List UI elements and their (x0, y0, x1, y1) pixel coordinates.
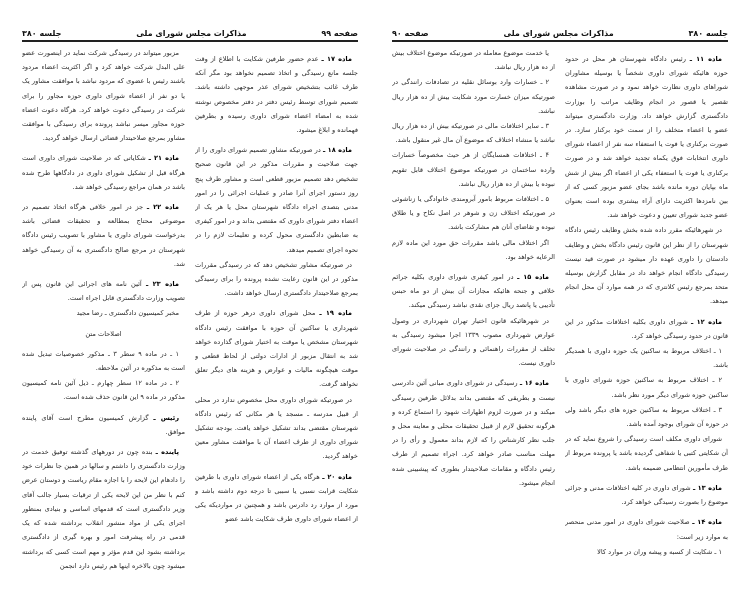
article-number: ماده ۲۱ ـ (148, 154, 179, 163)
paragraph-text: یا خدمت موضوع معامله در صورتیکه موضوع اختلاف بیش از ده هزار ریال نباشد. (392, 49, 555, 72)
paragraph (565, 432, 728, 475)
header-rule (22, 40, 358, 42)
paragraph-text: در صورتیکه مشاور تصمیم شورای داوری را از جهت صلاحیت و مقررات مذکور در این قانون صحیح تشخیص دهد تصمیم مزبور قطعی است و مشاور ظرف پنج روز دستور اجرای آنرا صادر و عملیات اجرائی را در امور مدنی بتصدی اجراء دادگاه شهرستان محل یا هر یک از اعضاء دفتر شورای داوری که مقتضی بداند و در امور کیفری به ضابطین دادگستری محول کرده و تعلیمات لازم را در نحوه اجرای تصمیم میدهد. (195, 146, 358, 254)
article-number: ماده ۱۱ ـ (689, 55, 723, 63)
column-left (22, 46, 185, 587)
paragraph (565, 223, 728, 308)
paragraph-text: شکایاتی که در صلاحیت شورای داوری است هرگاه قبل از تشکیل شورای داوری در دادگاهها طرح شده باشد در همان مراجع رسیدگی خواهد شد. (22, 154, 185, 191)
left-page-header (22, 26, 358, 38)
paragraph (195, 393, 358, 464)
article-number: ماده ۱۹ ـ (319, 309, 352, 318)
paragraph-text: گزارش کمیسیون مطرح است آقای پاینده موافق. (22, 413, 185, 436)
paragraph-text: ۱ ـ اختلاف مربوط به ساکنین یک حوزه داوری با همدیگر باشد. (565, 347, 728, 370)
paragraph (22, 445, 185, 573)
session-number: جلسه ۳۸۰ (688, 29, 728, 38)
paragraph (22, 376, 185, 404)
paragraph (22, 46, 185, 145)
article-paragraph (565, 515, 728, 543)
article-paragraph (22, 200, 185, 271)
paragraph-text: شورای داوری در کلیه اختلافات مدنی و جزائی موضوع را بصورت رسیدگی خواهد کرد. (565, 483, 728, 507)
paragraph-text: در شهرهائیکه مقرر داده شده بخش وظایف رئیس دادگاه شهرستان را از نظر این قانون رئیس دادگاه بخش و وظایف دادستان را داوری عهده دار میشود در صورت قید نیست رسیدگی دادگاه انجام خواهد داد در مقابل گزارش بوسیله متحد بمرجع رئیس کلانتری که در همه موارد آن محل انجام میدهد. (565, 226, 728, 306)
paragraph-text: در صورتیکه مشاور تشخیص دهد که در رسیدگی مقررات مذکور در این قانون رعایت نشده پرونده را برای رسیدگی بمرجع صلاحیتدار دادگستری ارسال خواهد داشت. (195, 260, 358, 298)
article-number: ماده ۱۸ ـ (323, 146, 352, 155)
paragraph-text: ۳ ـ سایر اختلافات مالی در صورتیکه بیش از ده هزار ریال نباشد یا منشاء اختلاف که موضوع آن مال غیر منقول باشد. (392, 122, 555, 145)
paragraph (565, 403, 728, 431)
paragraph (392, 148, 555, 191)
paragraph-text: در صورتیکه شورای داوری محل مخصوص ندارد در محلی از قبیل مدرسه ـ مسجد یا هر مکانی که رئیس دادگاه شهرستان مقتضی بداند تشکیل خواهد یافت. بودجه تشکیل شورای داوری از طرف اعضاء آن با موافقت مشاور معین خواهد گردید. (195, 395, 358, 461)
paragraph (392, 75, 555, 118)
left-page-columns (22, 46, 358, 587)
paragraph (392, 119, 555, 147)
paragraph-text: عدم حضور طرفین شکایت با اطلاع از وقت جلسه مانع رسیدگی و اتخاذ تصمیم نخواهد بود مگر آنکه طرف غائب بتشخیص شورای عذر موجهی داشته باشد. تصمیم شورای توسط رئیس دفتر در دفتر مخصوص نوشته شده به امضاء اعضاء شورای داوری رسیده و بطرفین فهمانده و ابلاغ میشود. (195, 55, 358, 135)
page-number: صفحه ۹۰ (392, 29, 429, 38)
article-paragraph (392, 270, 555, 313)
article-paragraph (195, 52, 358, 137)
article-number: ماده ۱۳ ـ (692, 483, 722, 492)
article-paragraph (195, 470, 358, 527)
paragraph-text: ۲ ـ خسارات وارد بوسائل نقلیه در تصادفات رانندگی در صورتیکه میزان خسارت مورد شکایت بیش از ده هزار ریال نباشد. (392, 78, 555, 115)
journal-title: مذاکرات مجلس شورای ملی (136, 29, 247, 38)
speaker-name: پاینده ـ (155, 448, 179, 457)
paragraph (565, 373, 728, 401)
paragraph (392, 236, 555, 264)
paragraph-text: در شهرهائیکه قانون اختیار تهران شهرداری در وصول عوارض شهرداری مصوب ۱۳۳۹ اجرا میشود رسیدگی به تخلف از مقررات راهنمائی و رانندگی در صلاحیت شورای داوری نیست. (392, 316, 555, 368)
article-paragraph (22, 151, 185, 194)
paragraph-text: اگر اختلاف مالی باشد مقررات حق مورد این ماده لازم الرعایه خواهد بود. (392, 238, 555, 261)
paragraph-text: محل شورای داوری درهر حوزه از طرف شهرداری یا ساکنین آن حوزه با موافقت رئیس دادگاه شهرستان مشخص یا موقت به اختیار شورای گذارده خواهد شد به انتقال مزبور از ادارات دولتی از لحاظ قطعی و موقت هیچگونه مالیات و عوارض و هزینه های دیگر تعلق نخواهد گرفت. (195, 309, 358, 389)
paragraph-text: جز در امور خلافی هرگاه اتخاذ تصمیم در موضوعی محتاج بمطالعه و تحقیقات قضائی باشد بدرخواست شورای داوری یا مشاور با تصویب رئیس دادگاه شهرستان در مرجع صالح دادگستری به آن رسیدگی خواهد شد. (22, 203, 185, 268)
paragraph (565, 344, 728, 372)
session-number: جلسه ۳۸۰ (22, 29, 62, 38)
paragraph-text: شورای داوری بکلیه اختلافات مذکور در این قانون در حدود رسیدگی خواهد کرد. (565, 317, 728, 340)
paragraph-text: ۱ ـ در ماده ۹ سطر ۳ ـ مذکور خصوصیات تبدیل شده است به مذکوره در آئین ملاحظه. (22, 349, 185, 373)
column-left (392, 46, 555, 587)
paragraph-text: رسیدگی در شورای داوری مبانی آئین دادرسی نیست و بطریقی که مقتضی بداند بدلائل طرفین رسیدگی میکند و در صورت لزوم اظهارات شهود را استماع کرده و هرگونه تحقیق لازم از قبیل تحقیقات محلی و معاینه محل و جلب نظر کارشناس را که لازم بداند معمول و رأی را در مهلت مناسب صادر خواهد کرد. اجراء تصمیم از طرف رئیس دادگاه و مقامات صلاحیتدار بطوری که پیشبینی شده انجام میشود. (392, 379, 555, 487)
column-right (565, 46, 728, 587)
article-number: ماده ۲۰ ـ (322, 472, 352, 481)
paragraph (195, 258, 358, 301)
article-number: ماده ۱۴ ـ (692, 518, 722, 527)
header-rule (392, 40, 728, 42)
article-number: ماده ۱۲ ـ (690, 317, 722, 326)
article-number: ماده ۱۵ ـ (517, 273, 549, 282)
paragraph-text: صلاحیت شورای داوری در امور مدنی منحصر به موارد زیر است: (565, 518, 728, 541)
paragraph (392, 192, 555, 235)
article-number: ماده ۲۳ ـ (145, 280, 179, 289)
article-number: ماده ۱۷ ـ (321, 55, 352, 63)
paragraph (22, 306, 185, 320)
journal-title: مذاکرات مجلس شورای ملی (503, 29, 614, 38)
paragraph (565, 545, 728, 559)
article-paragraph (392, 376, 555, 490)
paragraph-text: مخبر کمیسیون دادگستری ـ رضا مجید (76, 309, 179, 318)
article-number: ماده ۲۲ ـ (146, 203, 179, 212)
paragraph (22, 411, 185, 439)
section-heading: اصلاحات متن (85, 329, 122, 338)
paragraph (22, 347, 185, 375)
paragraph-text: ۴ ـ اختلافات همسایگان از هر حیث مخصوصاً خسارات وارده ساختمان در صورتیکه موضوع اختلاف قابل تقویم نبوده یا بیش از ده هزار ریال نباشد. (392, 151, 555, 188)
paragraph-text: آئین نامه های اجرائی این قانون پس از تصویب وزارت دادگستری قابل اجراء است. (22, 280, 185, 303)
right-page-columns (392, 46, 728, 587)
paragraph-text: مزبور میتواند در رسیدگی شرکت نماید در اینصورت عضو علی البدل شرکت خواهد کرد و اگر اکثریت اعضاء مردود باشند رئیس با عضوی که مردود نباشد با موافقت مشاور یک یا دو نفر از اعضاء شورای داوری حوزه مجاور را برای شرکت در رسیدگی دعوت خواهد کرد. هرگاه دعوت اعضاء حوزه مجاور میسر نباشد پرونده برای رسیدگی با موافقت مشاور بمرجع صلاحیتدار قضائی ارسال خواهد گردید. (22, 49, 185, 143)
article-paragraph (565, 315, 728, 343)
paragraph (392, 46, 555, 74)
article-number: ماده ۱۶ ـ (519, 379, 549, 388)
column-right (195, 46, 358, 587)
paragraph-text: در امور کیفری شورای داوری بکلیه جرائم خلافی و جنحه هائیکه مجازات آن بیش از دو ماه حبس تأدیبی یا پانصد ریال جزای نقدی نباشد رسیدگی میکند. (392, 273, 555, 310)
article-paragraph (565, 481, 728, 509)
paragraph-text: ۲ ـ در ماده ۱۲ سطر چهارم ـ ذیل آئین نامه کمیسیون مذکور در ماده ۹ این قانون حذف شده است. (22, 379, 185, 402)
paragraph-text: بنده چون در دورههای گذشته توفیق خدمت در وزارت دادگستری را داشتم و سالها در همین جا نظرات خود را دادهام این لایحه را با اجازه مقام ریاست و دوستان عرض کنم با نظر من این لایحه یکی از ترقیات بسیار جالب آقای وزیر دادگستری است که قدمهای اساسی و بنیادی بمنظور اجرای یکی از مواد منشور انقلاب برداشته شده که یک قدمی در راه پیشرفت امور و بهره گیری از دادگستری برداشته بشود این قدم مؤثر و مهم است کسی که برداشته میشود چون بالاخره اینها هم رئیس دارد انجمن (22, 448, 185, 570)
left-page (22, 0, 358, 601)
paragraph (392, 314, 555, 371)
speaker-name: رئیس ـ (153, 413, 179, 422)
article-paragraph (565, 52, 728, 222)
paragraph-text: هرگاه یکی از اعضاء شورای داوری با طرفین شکایت قرابت نسبی یا سببی تا درجه دوم داشته باشد و مورد از موارد رد دادرس باشد و همچنین در مواردیکه یکی از اعضاء شورای داوری طرف شکایت باشد عضو (195, 472, 358, 524)
paragraph-text: ۲ ـ اختلاف مربوط به ساکنین حوزه شورای داوری با ساکنین حوزه شورای دیگر مورد نظر باشد. (565, 376, 728, 399)
paragraph-text: ۱ ـ شکایت از کسبه و پیشه وران در موارد کالا (597, 547, 722, 556)
paragraph-text: ۵ ـ اختلافات مربوط بامور آبرومندی خانوادگی یا زناشوئی در صورتیکه اختلاف زن و شوهر در اصل نکاح و یا طلاق نبوده و تقاضای آنان هم مشارکت باشد. (392, 195, 555, 232)
paragraph-text: شورای داوری مکلف است رسیدگی را شروع نماید که در آن شکایتی کتبی یا شفاهی گردیده باشد یا پرونده مربوط از طرف مأمورین انتظامی ضمیمه باشد. (565, 435, 728, 472)
article-paragraph (22, 277, 185, 305)
article-paragraph (195, 143, 358, 257)
paragraph-text: رئیس دادگاه شهرستان هر محل در حدود حوزه هائیکه شورای داوری شخصاً یا بوسیله مشاوران شوراهای داوری نظارت خواهد نمود و در صورت مشاهده تقصیر یا قصور در انجام وظایف مراتب را بوزارت دادگستری گزارش خواهد داد. وزارت دادگستری میتواند عضو یا اعضاء متخلف را از سمت خود برکنار سازد. در صورت برکناری یا فوت یا استعفاء سه نفر از اعضاء شورای داوری انتخابات فوق یکماه تجدید خواهد شد و در صورت برکناری یا فوت یا استعفاء یکی از اعضاء اگر بیش از شش ماه بپایان دوره مانده باشد بجای عضو مزبور کسی که از بین نامزدها اکثریت دارای آراء بیشتری بوده است بعنوان عضو جدید شورای تعیین و دعوت خواهد شد. (565, 55, 728, 220)
paragraph-text: ۳ ـ اختلاف مربوط به ساکنین حوزه های دیگر باشد ولی در حوزه آن شورای بوجود آمده باشد. (565, 405, 728, 429)
page-number: صفحه ۹۹ (321, 29, 358, 38)
right-page-header (392, 26, 728, 38)
article-paragraph (195, 306, 358, 391)
right-page (392, 0, 728, 601)
